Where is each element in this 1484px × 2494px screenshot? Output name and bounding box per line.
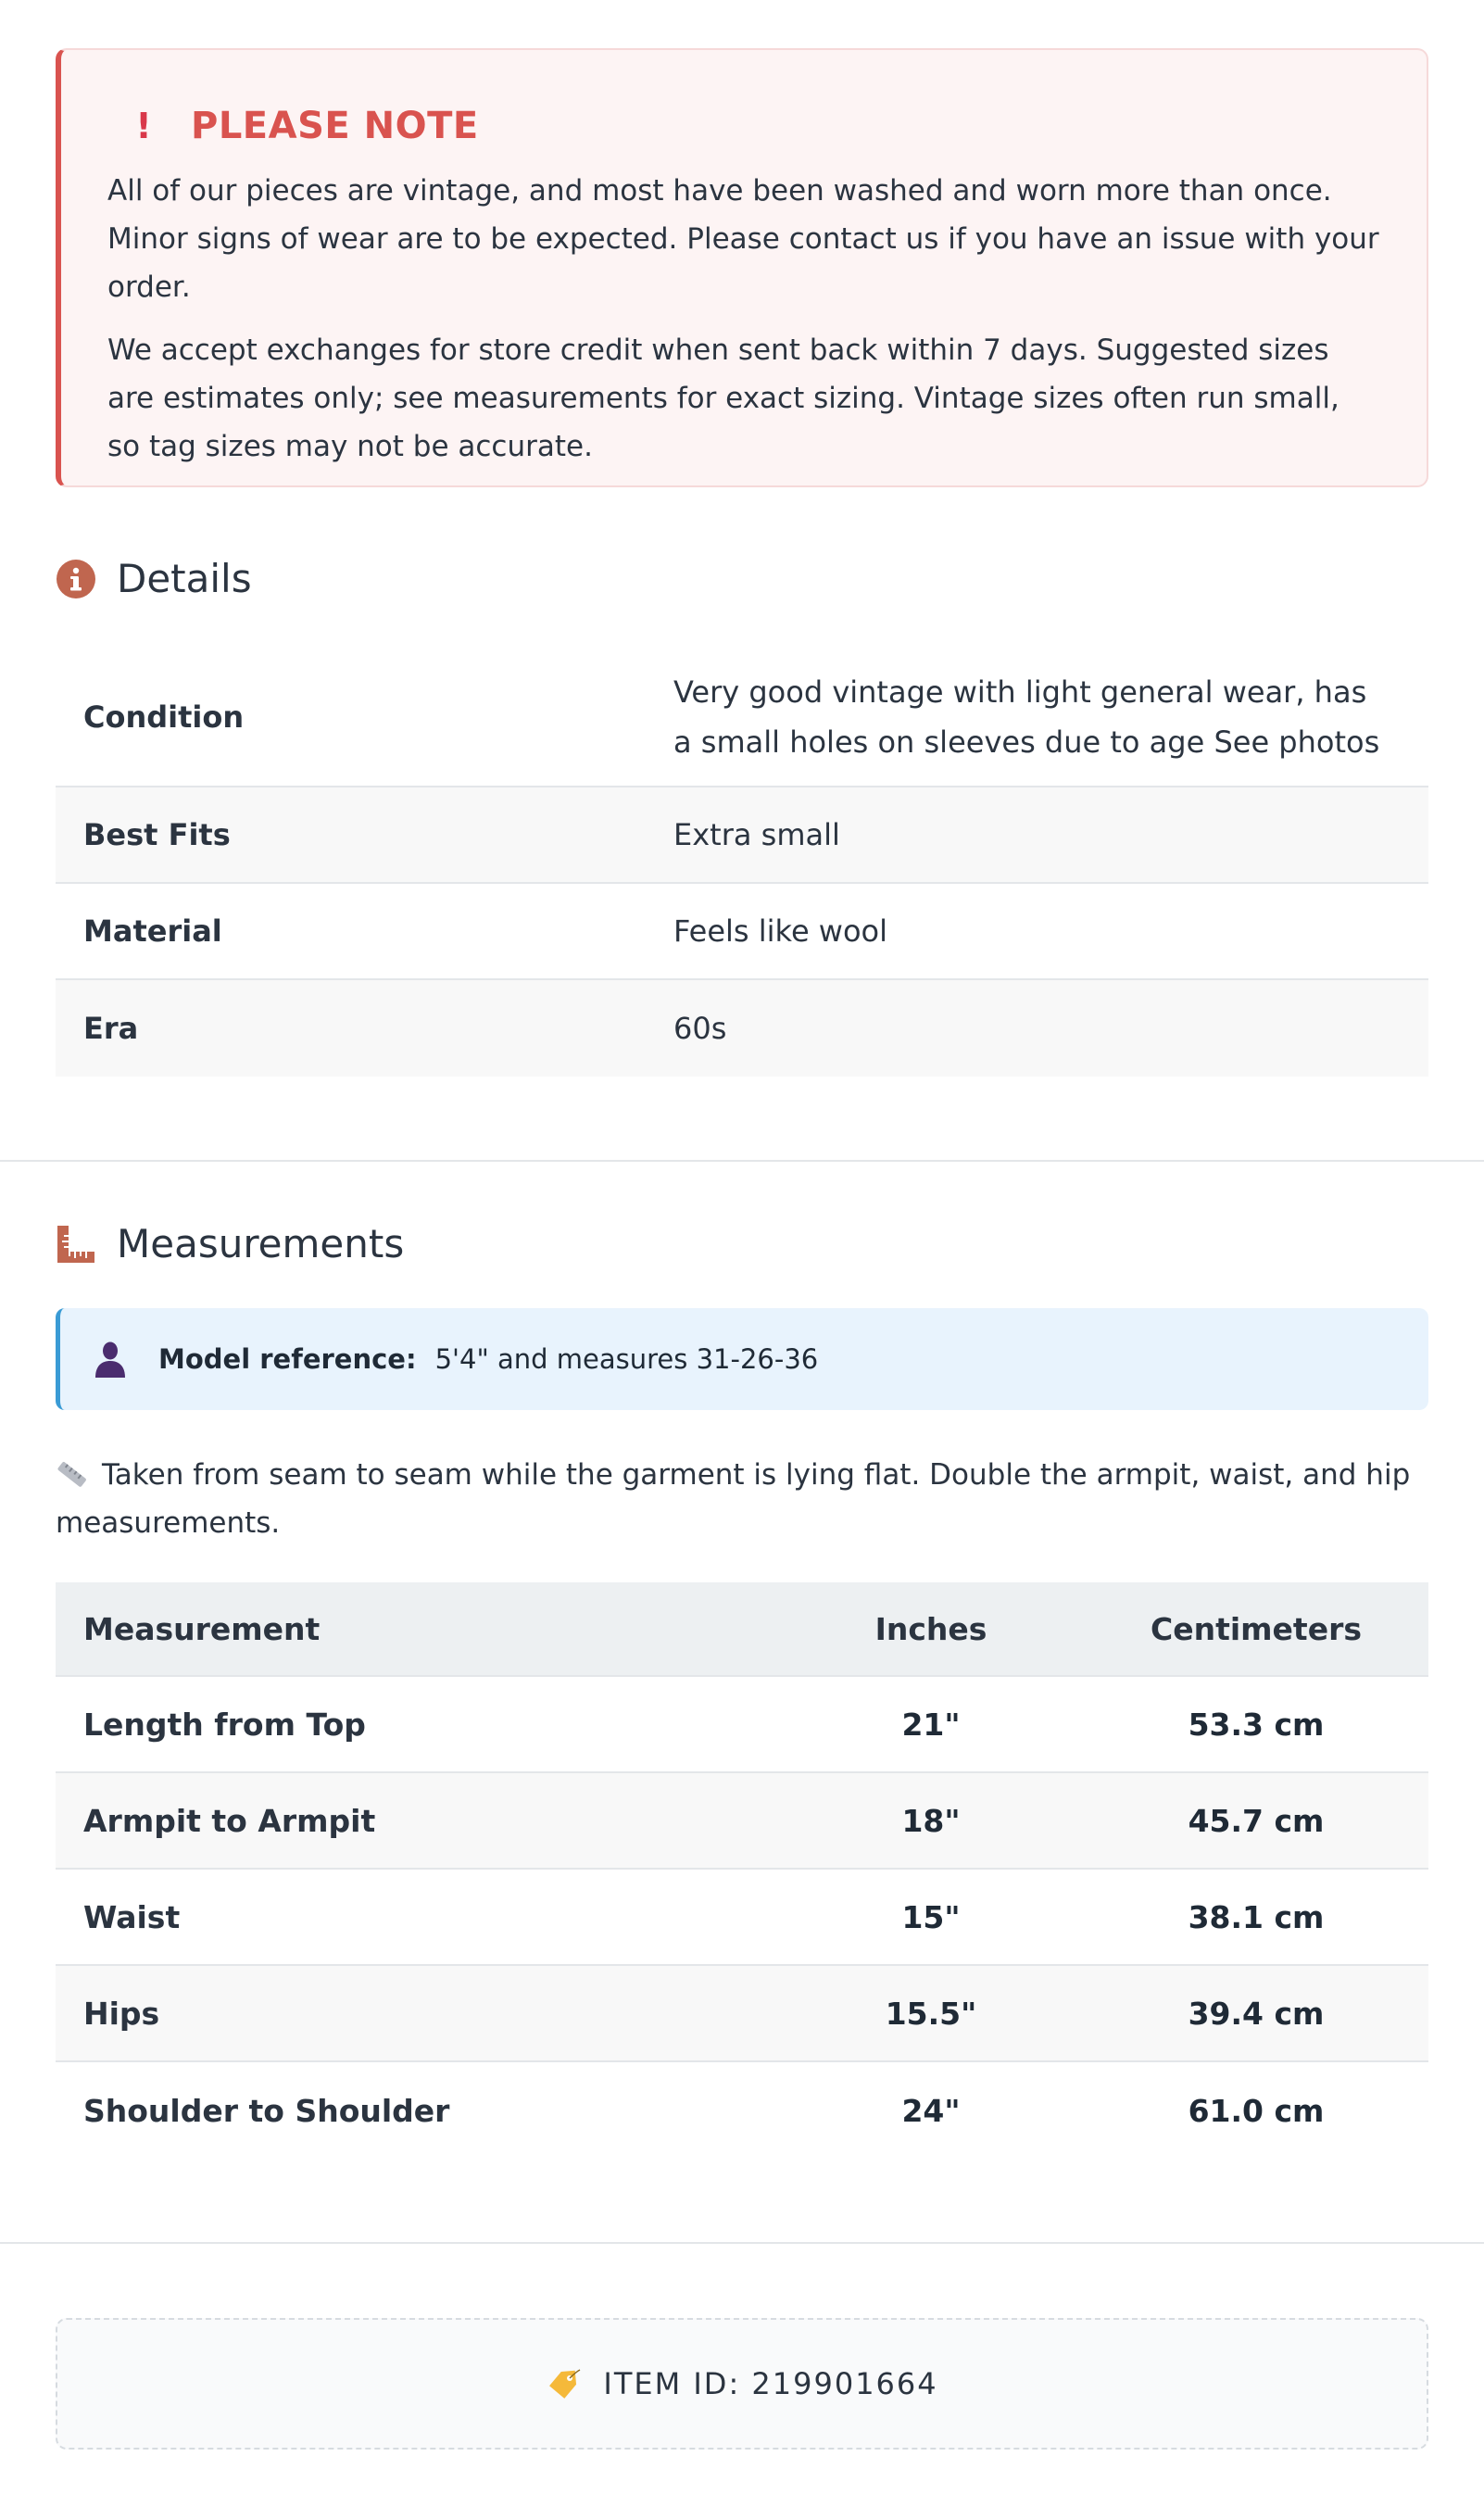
details-value: 60s <box>673 1011 727 1046</box>
table-row <box>56 1677 1428 1773</box>
measurement-cm: 45.7 cm <box>1188 1802 1325 1839</box>
details-value: Extra small <box>673 817 840 852</box>
model-reference-label: Model reference: <box>158 1343 417 1375</box>
model-reference-value: 5'4" and measures 31-26-36 <box>434 1343 819 1375</box>
ruler-icon <box>56 1224 96 1265</box>
details-title: Details <box>117 556 252 601</box>
details-table <box>56 649 1428 1077</box>
measurement-cm: 61.0 cm <box>1188 2092 1325 2129</box>
measurements-table <box>56 1582 1428 2159</box>
person-icon <box>94 1341 127 1378</box>
measurements-table-header <box>56 1582 1428 1677</box>
column-header-inches: Inches <box>874 1610 987 1647</box>
section-divider <box>0 1160 1484 1162</box>
measurement-name: Shoulder to Shoulder <box>83 2092 450 2129</box>
ruler-straight-icon <box>56 1460 89 1488</box>
measurements-header <box>56 1221 404 1266</box>
table-row <box>56 1870 1428 1966</box>
details-value: Feels like wool <box>673 913 888 949</box>
model-reference-box <box>56 1308 1428 1410</box>
please-note-box <box>56 48 1428 487</box>
measurement-name: Waist <box>83 1898 181 1935</box>
details-label: Era <box>83 1011 139 1046</box>
info-circle-icon <box>56 559 96 599</box>
measurement-tip <box>56 1451 1428 1547</box>
measurement-inches: 24" <box>901 2092 961 2129</box>
measurement-inches: 15" <box>901 1898 961 1935</box>
details-row-era <box>56 980 1428 1077</box>
column-header-measurement: Measurement <box>83 1610 321 1647</box>
details-label: Condition <box>83 699 245 735</box>
measurements-title: Measurements <box>117 1221 405 1266</box>
table-row <box>56 2062 1428 2159</box>
details-row-best-fits <box>56 787 1428 884</box>
details-label: Material <box>83 913 222 949</box>
details-row-material <box>56 884 1428 980</box>
details-label: Best Fits <box>83 817 231 852</box>
notice-header <box>107 102 1380 150</box>
price-tag-icon <box>546 2368 581 2400</box>
measurement-cm: 53.3 cm <box>1188 1706 1325 1743</box>
measurement-name: Length from Top <box>83 1706 366 1743</box>
details-value: Very good vintage with light general wear, has a small holes on sleeves due to age See photos <box>673 674 1380 760</box>
measurement-name: Hips <box>83 1995 160 2032</box>
exclamation-icon: ! <box>135 106 152 146</box>
details-row-condition <box>56 649 1428 787</box>
measurement-tip-text: Taken from seam to seam while the garment is lying flat. Double the armpit, waist, and hip measurements. <box>56 1458 1411 1540</box>
table-row <box>56 1966 1428 2062</box>
column-header-centimeters: Centimeters <box>1150 1610 1363 1647</box>
notice-paragraph-2: We accept exchanges for store credit when sent back within 7 days. Suggested sizes are estimates only; see measurements for exact sizing. Vintage sizes often run small, so tag sizes may not be accurate. <box>107 334 1339 463</box>
details-header <box>56 556 252 601</box>
measurement-inches: 21" <box>901 1706 961 1743</box>
section-divider <box>0 2242 1484 2244</box>
measurement-name: Armpit to Armpit <box>83 1802 376 1839</box>
notice-title: PLEASE NOTE <box>191 105 479 147</box>
measurement-cm: 39.4 cm <box>1188 1995 1325 2032</box>
measurement-cm: 38.1 cm <box>1188 1898 1325 1935</box>
item-id-box <box>56 2318 1428 2450</box>
measurement-inches: 18" <box>901 1802 961 1839</box>
notice-paragraph-1: All of our pieces are vintage, and most have been washed and worn more than once. Minor signs of wear are to be expected. Please contact us if you have an issue with your order. <box>107 174 1379 304</box>
table-row <box>56 1773 1428 1870</box>
item-id-text: ITEM ID: 219901664 <box>603 2366 938 2401</box>
measurement-inches: 15.5" <box>885 1995 977 2032</box>
